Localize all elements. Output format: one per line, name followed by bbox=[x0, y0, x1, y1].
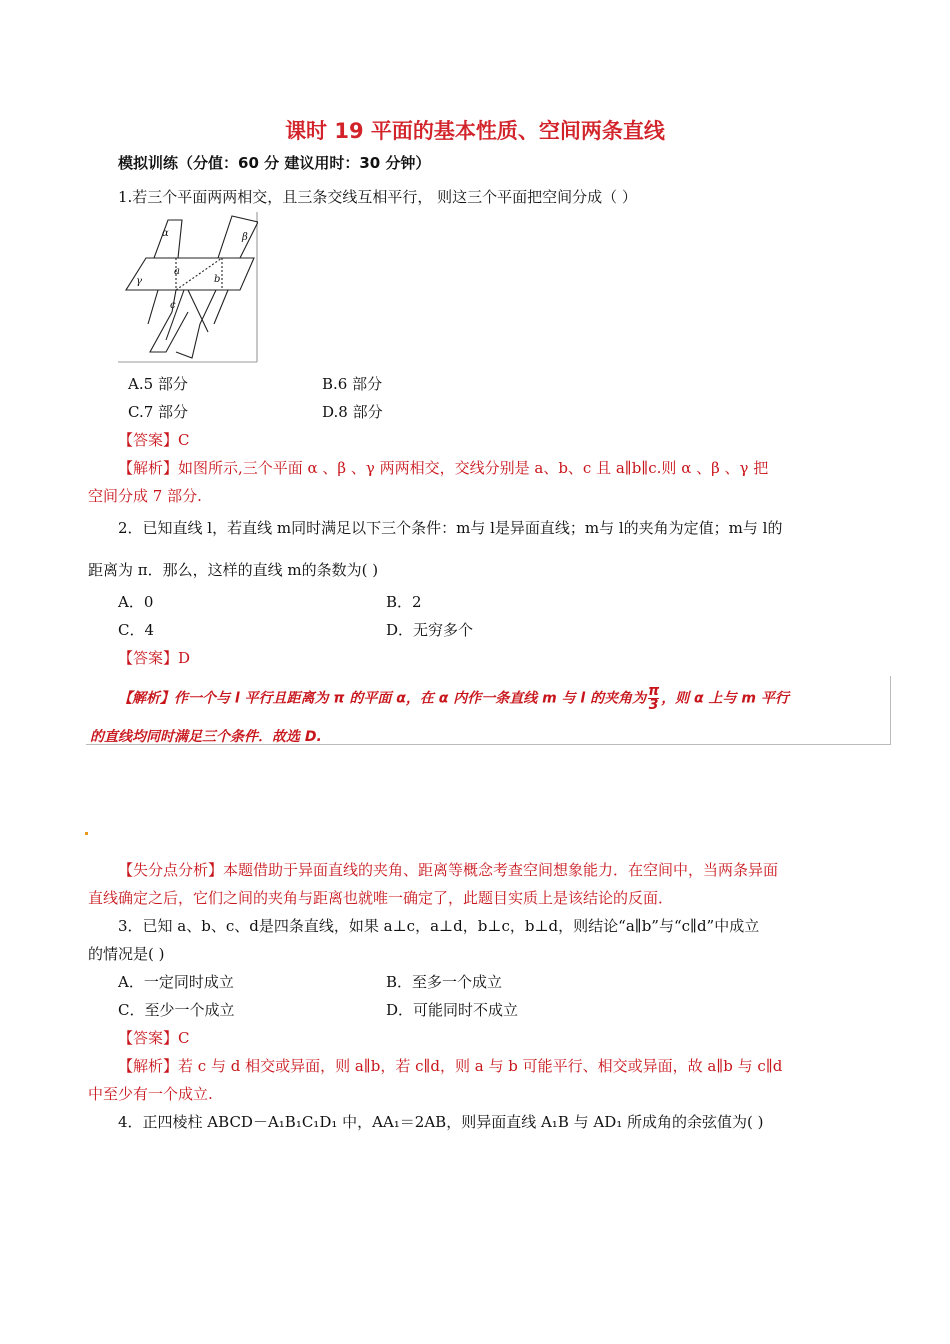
q3-stem-line1: 3．已知 a、b、c、d是四条直线，如果 a⊥c，a⊥d，b⊥c，b⊥d，则结论“a∥b”与“c∥d”中成立 bbox=[118, 917, 760, 935]
q1-option-c: C.7 部分 bbox=[128, 403, 189, 421]
q2-option-b: B．2 bbox=[386, 593, 422, 611]
loss-analysis-line2: 直线确定之后，它们之间的夹角与距离也就唯一确定了，此题目实质上是该结论的反面． bbox=[88, 889, 674, 907]
q1-analysis-line1: 【解析】如图所示,三个平面 α 、β 、γ 两两相交，交线分别是 a、b、c 且 a∥b∥c.则 α 、β 、γ 把 bbox=[118, 459, 769, 477]
label-alpha: α bbox=[162, 228, 169, 239]
q2-option-c: C．4 bbox=[118, 621, 155, 639]
q3-option-d: D．可能同时不成立 bbox=[386, 1001, 519, 1019]
q2-analysis-pre: 【解析】作一个与 l 平行且距离为 π 的平面 α，在 α 内作一条直线 m 与 l 的夹角为 bbox=[118, 690, 647, 707]
label-a: a bbox=[174, 266, 180, 277]
q1-analysis-line2: 空间分成 7 部分. bbox=[88, 487, 202, 505]
q3-option-a: A．一定同时成立 bbox=[118, 973, 234, 991]
label-b: b bbox=[214, 274, 221, 285]
training-subtitle: 模拟训练（分值：60 分 建议用时：30 分钟） bbox=[118, 154, 431, 172]
loss-analysis-line1: 【失分点分析】本题借助于异面直线的夹角、距离等概念考查空间想象能力．在空间中，当两条异面 bbox=[118, 861, 779, 879]
q1-option-d: D.8 部分 bbox=[322, 403, 383, 421]
page-title: 课时 19 平面的基本性质、空间两条直线 bbox=[285, 119, 665, 143]
fraction-denominator: 3 bbox=[648, 697, 659, 713]
q3-option-b: B．至多一个成立 bbox=[386, 973, 503, 991]
q2-analysis-post: ，则 α 上与 m 平行 bbox=[661, 690, 789, 707]
q2-analysis-line2: 的直线均同时满足三个条件．故选 D. bbox=[90, 729, 322, 745]
q1-answer: 【答案】C bbox=[118, 431, 190, 449]
q3-analysis-line2: 中至少有一个成立. bbox=[88, 1085, 213, 1103]
q2-option-d: D．无穷多个 bbox=[386, 621, 474, 639]
q2-option-a: A．0 bbox=[118, 593, 154, 611]
q3-stem-line2: 的情况是( ) bbox=[88, 945, 165, 963]
three-planes-figure bbox=[118, 212, 258, 364]
q1-option-a: A.5 部分 bbox=[128, 375, 188, 393]
q3-option-c: C．至少一个成立 bbox=[118, 1001, 235, 1019]
marker-dot bbox=[85, 832, 88, 835]
q4-stem: 4．正四棱柱 ABCD－A₁B₁C₁D₁ 中，AA₁＝2AB，则异面直线 A₁B 与 AD₁ 所成角的余弦值为( ) bbox=[118, 1113, 764, 1131]
fraction-numerator: π bbox=[648, 683, 660, 699]
q2-stem-line2: 距离为 π．那么，这样的直线 m的条数为( ) bbox=[88, 561, 379, 579]
q3-answer: 【答案】C bbox=[118, 1029, 190, 1047]
label-gamma: γ bbox=[136, 276, 142, 287]
label-beta: β bbox=[242, 232, 248, 243]
q2-stem-line1: 2．已知直线 l，若直线 m同时满足以下三个条件：m与 l是异面直线；m与 l的夹角为定值；m与 l的 bbox=[118, 519, 783, 537]
q3-analysis-line1: 【解析】若 c 与 d 相交或异面，则 a∥b，若 c∥d，则 a 与 b 可能平行、相交或异面，故 a∥b 与 c∥d bbox=[118, 1057, 783, 1075]
q1-stem: 1.若三个平面两两相交，且三条交线互相平行， 则这三个平面把空间分成（ ） bbox=[118, 188, 637, 206]
fraction-pi-over-3 bbox=[648, 685, 659, 712]
q1-option-b: B.6 部分 bbox=[322, 375, 383, 393]
q2-analysis-line1 bbox=[118, 685, 789, 712]
q2-answer: 【答案】D bbox=[118, 649, 191, 667]
label-c: c bbox=[170, 300, 176, 311]
